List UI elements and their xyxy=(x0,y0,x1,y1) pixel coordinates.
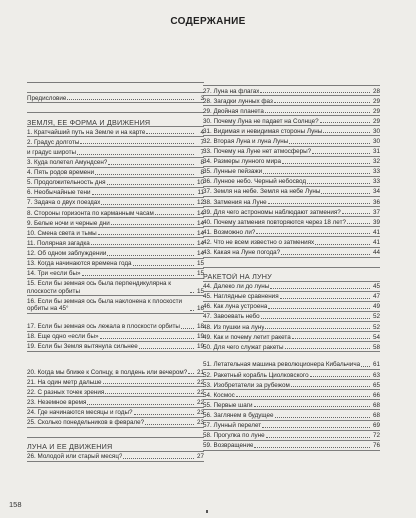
entry-title: 18. Еще одно «если бы» xyxy=(27,333,99,341)
entry-title: 51. Летательная машина революционера Кибальчича xyxy=(203,361,361,369)
entry-page-number: 22 xyxy=(196,378,204,386)
entry-title: 15. Если бы земная ось была перпендикулярна к плоскости орбиты xyxy=(27,280,172,295)
dot-leader xyxy=(274,101,370,103)
page-title: СОДЕРЖАНИЕ xyxy=(170,16,246,27)
toc-left-column xyxy=(27,82,204,462)
entry-page-number: 31 xyxy=(372,148,380,156)
entry-page-number: 3 xyxy=(200,94,204,102)
dot-leader xyxy=(100,337,194,339)
dot-leader xyxy=(321,192,370,194)
dot-leader xyxy=(80,142,194,144)
section-title: ЗЕМЛЯ, ЕЕ ФОРМА И ДВИЖЕНИЯ xyxy=(27,118,151,127)
toc-section-heading xyxy=(27,438,204,452)
dot-leader xyxy=(91,243,194,245)
toc-entry xyxy=(203,237,380,247)
toc-entry xyxy=(203,126,380,136)
section-title: РАКЕТОЙ НА ЛУНУ xyxy=(203,273,272,281)
dot-leader xyxy=(107,254,194,256)
entry-title: 8. Стороны горизонта по карманным часам xyxy=(27,209,154,217)
entry-page-number: 14 xyxy=(196,219,204,227)
entry-title: 12. Об одном заблуждении xyxy=(27,249,107,257)
dot-leader xyxy=(266,436,370,438)
dot-leader xyxy=(312,152,370,154)
entry-title: 14. Три «если бы» xyxy=(27,270,81,278)
dot-leader xyxy=(123,457,194,459)
dot-leader xyxy=(347,222,370,224)
entry-page-number: 8 xyxy=(200,159,204,167)
toc-entry xyxy=(27,198,204,208)
entry-title: 13. Когда начинаются времена года xyxy=(27,260,132,267)
entry-page-number: 14 xyxy=(196,239,204,247)
entry-page-number: 39 xyxy=(372,218,380,226)
dot-leader xyxy=(155,213,194,215)
toc-spacer xyxy=(27,83,204,93)
entry-page-number: 29 xyxy=(372,97,380,105)
entry-title: 50. Для чего служат ракеты xyxy=(203,343,284,351)
entry-title: 7. Задача о двух поездах xyxy=(27,199,101,207)
entry-title: 38. Затмения на Луне xyxy=(203,198,267,206)
entry-title: 56. Заглянем в будущее xyxy=(203,411,274,419)
toc-entry xyxy=(27,452,204,462)
entry-title: 34. Размеры лунного мира xyxy=(203,158,281,166)
entry-title: 57. Лунный перелет xyxy=(203,422,262,429)
entry-title: 30. Почему Луна не падает на Солнце? xyxy=(203,117,319,125)
toc-entry xyxy=(27,168,204,178)
entry-page-number: 19 xyxy=(196,343,204,351)
entry-page-number: 61 xyxy=(372,361,380,369)
dot-leader xyxy=(108,163,194,165)
dot-leader xyxy=(315,243,370,245)
entry-title: 52. Ракетный корабль Циолковского xyxy=(203,371,309,379)
entry-title: 33. Почему на Луне нет атмосферы? xyxy=(203,148,312,156)
toc-entry xyxy=(203,197,380,207)
toc-entry xyxy=(203,157,380,167)
entry-page-number: 33 xyxy=(372,178,380,186)
dot-leader xyxy=(265,327,370,329)
entry-page-number: 8 xyxy=(200,169,204,177)
entry-page-number: 7 xyxy=(200,138,204,146)
toc-entry xyxy=(27,127,204,137)
entry-page-number: 23 xyxy=(196,419,204,427)
entry-page-number: 65 xyxy=(372,381,380,389)
entry-title: 21. На один метр дальше xyxy=(27,378,102,386)
toc-entry xyxy=(27,342,204,352)
entry-title: 24. Где начинаются месяцы и годы? xyxy=(27,409,133,417)
entry-title: 3. Куда полетел Амундсен? xyxy=(27,159,108,167)
toc-entry xyxy=(203,86,380,96)
dot-leader xyxy=(145,423,194,425)
dot-leader xyxy=(280,297,370,299)
toc-entry xyxy=(27,137,204,147)
toc-entry xyxy=(203,332,380,342)
entry-title: 10. Смена света и тьмы xyxy=(27,229,97,237)
entry-page-number: 30 xyxy=(372,137,380,145)
toc-entry xyxy=(27,188,204,198)
toc-entry xyxy=(203,441,380,451)
entry-page-number: 33 xyxy=(372,168,380,176)
toc-entry xyxy=(27,314,204,332)
entry-page-number: 41 xyxy=(372,238,380,246)
entry-page-number: 27 xyxy=(196,453,204,461)
toc-entry xyxy=(27,238,204,248)
entry-page-number: 14 xyxy=(196,209,204,217)
entry-title: Предисловие xyxy=(27,94,67,102)
toc-entry xyxy=(203,167,380,177)
dot-leader xyxy=(190,291,194,293)
toc-entry xyxy=(27,218,204,228)
entry-page-number: 63 xyxy=(372,371,380,379)
toc-entry xyxy=(203,352,380,370)
entry-page-number: 30 xyxy=(372,127,380,135)
toc-right-column xyxy=(203,85,380,451)
dot-leader xyxy=(310,375,370,377)
dot-leader xyxy=(146,132,194,134)
entry-page-number: 22 xyxy=(196,398,204,406)
entry-title: 26. Молодой или старый месяц? xyxy=(27,453,123,461)
toc-entry xyxy=(27,158,204,168)
entry-page-number: 72 xyxy=(372,432,380,440)
entry-page-number: 45 xyxy=(372,283,380,291)
dot-leader xyxy=(254,446,370,448)
entry-page-number: 76 xyxy=(372,442,380,450)
toc-entry xyxy=(203,282,380,292)
toc-entry xyxy=(203,147,380,157)
toc-entry xyxy=(203,390,380,400)
dot-leader xyxy=(281,253,370,255)
dot-leader xyxy=(342,212,370,214)
toc-entry xyxy=(203,207,380,217)
toc-entry xyxy=(203,248,380,258)
toc-entry xyxy=(203,292,380,302)
entry-page-number: 15 xyxy=(196,260,204,267)
entry-title: 32. Вторая Луна и луна Луны xyxy=(203,137,289,145)
toc-entry xyxy=(203,400,380,410)
dot-leader xyxy=(292,337,370,339)
dot-leader xyxy=(291,385,370,387)
entry-page-number: 14 xyxy=(196,249,204,257)
dot-leader xyxy=(236,395,370,397)
toc-entry xyxy=(27,147,204,157)
toc-entry xyxy=(203,380,380,390)
entry-page-number: 22 xyxy=(196,388,204,396)
entry-page-number: 54 xyxy=(372,333,380,341)
entry-page-number: 32 xyxy=(372,158,380,166)
entry-title: 6. Необычайные тени xyxy=(27,189,91,197)
entry-page-number: 47 xyxy=(372,293,380,301)
entry-title: 39. Для чего астрономы наблюдают затмения? xyxy=(203,208,341,216)
entry-title: 27. Луна на флагах xyxy=(203,87,260,95)
entry-page-number: 37 xyxy=(372,208,380,216)
entry-page-number: 68 xyxy=(372,411,380,419)
toc-section-heading xyxy=(203,268,380,282)
toc-entry xyxy=(27,408,204,418)
entry-page-number: 23 xyxy=(196,409,204,417)
dot-leader xyxy=(134,413,194,415)
entry-title: 31. Видимая и невидимая стороны Луны xyxy=(203,127,323,135)
toc-entry xyxy=(27,93,204,103)
dot-leader xyxy=(139,347,194,349)
entry-page-number: 15 xyxy=(196,270,204,278)
dot-leader xyxy=(105,392,194,394)
toc-spacer xyxy=(27,103,204,113)
entry-page-number: 18 xyxy=(196,323,204,331)
dot-leader xyxy=(265,111,370,113)
entry-page-number: 4 xyxy=(200,128,204,136)
entry-page-number: 16 xyxy=(196,305,204,313)
dot-leader xyxy=(133,264,194,266)
entry-page-number: 68 xyxy=(372,401,380,409)
entry-title: 48. Из пушки на луну xyxy=(203,323,265,331)
entry-title: 19. Если бы Земля вытянула сильнее xyxy=(27,343,138,351)
entry-title: 59. Возвращение xyxy=(203,442,254,450)
print-mark xyxy=(206,510,208,513)
entry-title: 16. Если бы земная ось была наклонена к плоскости орбиты на 45° xyxy=(27,297,183,313)
entry-title: 45. Наглядные сравнения xyxy=(203,293,279,301)
entry-page-number: 28 xyxy=(372,87,380,95)
dot-leader xyxy=(320,121,370,123)
dot-leader xyxy=(95,173,194,175)
toc-entry xyxy=(203,177,380,187)
entry-title: 9. Белые ночи и черные дни xyxy=(27,219,110,227)
toc-entry xyxy=(203,106,380,116)
entry-title: 37. Земля на небе. Земля на небе Луны xyxy=(203,188,321,196)
entry-page-number: 58 xyxy=(372,343,380,351)
toc-entry xyxy=(203,410,380,420)
dot-leader xyxy=(67,98,194,100)
entry-title: 1. Кратчайший путь на Земле и на карте xyxy=(27,128,146,136)
entry-title: 25. Сколько понедельников в феврале? xyxy=(27,419,145,427)
dot-leader xyxy=(268,202,370,204)
entry-title: 29. Двойная планета xyxy=(203,107,264,115)
dot-leader xyxy=(285,347,370,349)
toc-entry xyxy=(203,421,380,431)
entry-page-number: 52 xyxy=(372,313,380,321)
entry-page-number: 15 xyxy=(196,287,204,295)
dot-leader xyxy=(188,372,194,374)
toc-entry xyxy=(203,217,380,227)
entry-page-number: 29 xyxy=(372,107,380,115)
page-number: 158 xyxy=(9,500,22,509)
entry-title: 41. Возможно ли? xyxy=(203,228,256,236)
toc-entry xyxy=(203,96,380,106)
dot-leader xyxy=(87,403,194,405)
dot-leader xyxy=(103,382,194,384)
entry-title: 43. Какая на Луне погода? xyxy=(203,249,281,256)
toc-entry xyxy=(203,136,380,146)
entry-title: 46. Как луна устроена xyxy=(203,303,268,311)
dot-leader xyxy=(82,274,195,276)
entry-page-number: 19 xyxy=(196,333,204,341)
entry-title: 54. Космос xyxy=(203,391,235,399)
toc-entry xyxy=(27,296,204,314)
toc-entry xyxy=(203,342,380,352)
toc-entry xyxy=(27,178,204,188)
entry-page-number: 36 xyxy=(372,198,380,206)
entry-title: 5. Продолжительность дня xyxy=(27,179,106,187)
toc-entry xyxy=(27,259,204,269)
toc-spacer xyxy=(203,258,380,268)
entry-title: 22. С разных точек зрения xyxy=(27,388,105,396)
dot-leader xyxy=(98,233,194,235)
dot-leader xyxy=(307,182,370,184)
entry-title: 40. Почему затмения повторяются через 18 лет? xyxy=(203,218,346,226)
toc-entry xyxy=(203,322,380,332)
dot-leader xyxy=(275,416,370,418)
entry-title: 53. Изобретатели за рубежом xyxy=(203,381,290,389)
entry-title: и градус широты xyxy=(27,148,77,156)
entry-page-number: 10 xyxy=(196,179,204,187)
entry-page-number: 29 xyxy=(372,117,380,125)
dot-leader xyxy=(268,307,370,309)
dot-leader xyxy=(111,223,194,225)
toc-entry xyxy=(27,279,204,297)
toc-section-heading xyxy=(27,113,204,127)
dot-leader xyxy=(107,183,195,185)
entry-title: 4. Пять родов времени xyxy=(27,169,95,177)
dot-leader xyxy=(77,153,194,155)
entry-title: 44. Далеко ли до луны xyxy=(203,283,270,291)
dot-leader xyxy=(263,172,370,174)
dot-leader xyxy=(262,426,370,428)
toc-entry xyxy=(27,208,204,218)
entry-title: 2. Градус долготы xyxy=(27,138,80,146)
entry-page-number: 12 xyxy=(196,199,204,207)
dot-leader xyxy=(260,91,370,93)
entry-page-number: 21 xyxy=(196,368,204,376)
entry-page-number: 34 xyxy=(372,188,380,196)
toc-entry xyxy=(27,397,204,407)
entry-page-number: 52 xyxy=(372,323,380,331)
entry-title: 42. Что не всем известно о затмениях xyxy=(203,238,315,246)
toc-entry xyxy=(27,248,204,258)
toc-spacer xyxy=(27,428,204,438)
dot-leader xyxy=(289,142,370,144)
dot-leader xyxy=(270,287,370,289)
toc-entry xyxy=(203,302,380,312)
entry-page-number: 7 xyxy=(200,148,204,156)
dot-leader xyxy=(181,327,194,329)
dot-leader xyxy=(92,193,194,195)
dot-leader xyxy=(101,203,194,205)
dot-leader xyxy=(254,405,370,407)
dot-leader xyxy=(282,162,370,164)
entry-page-number: 66 xyxy=(372,391,380,399)
toc-entry xyxy=(27,332,204,342)
entry-title: 23. Неземное время xyxy=(27,398,87,406)
entry-title: 11. Полярная загадка xyxy=(27,239,90,247)
toc-entry xyxy=(203,370,380,380)
toc-entry xyxy=(27,387,204,397)
entry-title: 17. Если бы земная ось лежала в плоскости орбиты xyxy=(27,323,180,331)
toc-entry xyxy=(27,377,204,387)
entry-title: 35. Лунные пейзажи xyxy=(203,168,263,176)
dot-leader xyxy=(190,309,194,311)
toc-entry xyxy=(203,227,380,237)
entry-page-number: 44 xyxy=(372,249,380,256)
entry-title: 58. Прогулка по луне xyxy=(203,432,265,440)
entry-title: 20. Когда мы ближе к Солнцу, в полдень или вечером? xyxy=(27,368,188,376)
dot-leader xyxy=(261,317,370,319)
toc-entry xyxy=(27,418,204,428)
entry-title: 28. Загадки лунных фаз xyxy=(203,97,273,105)
dot-leader xyxy=(361,365,370,367)
entry-page-number: 49 xyxy=(372,303,380,311)
toc-entry xyxy=(203,187,380,197)
entry-title: 55. Первые шаги xyxy=(203,401,253,409)
section-title: ЛУНА И ЕЕ ДВИЖЕНИЯ xyxy=(27,443,113,451)
toc-entry xyxy=(203,312,380,322)
dot-leader xyxy=(323,131,370,133)
toc-entry xyxy=(27,269,204,279)
entry-title: 47. Завоевать небо xyxy=(203,313,260,321)
entry-page-number: 14 xyxy=(196,229,204,237)
dot-leader xyxy=(256,232,370,234)
entry-title: 36. Лунное небо. Черный небосвод xyxy=(203,178,307,186)
toc-entry xyxy=(203,431,380,441)
toc-entry xyxy=(27,352,204,377)
toc-entry xyxy=(27,228,204,238)
toc-entry xyxy=(203,116,380,126)
entry-page-number: 11 xyxy=(197,189,204,197)
entry-page-number: 41 xyxy=(372,228,380,236)
entry-page-number: 69 xyxy=(372,422,380,429)
entry-title: 49. Как и почему летит ракета xyxy=(203,333,291,341)
